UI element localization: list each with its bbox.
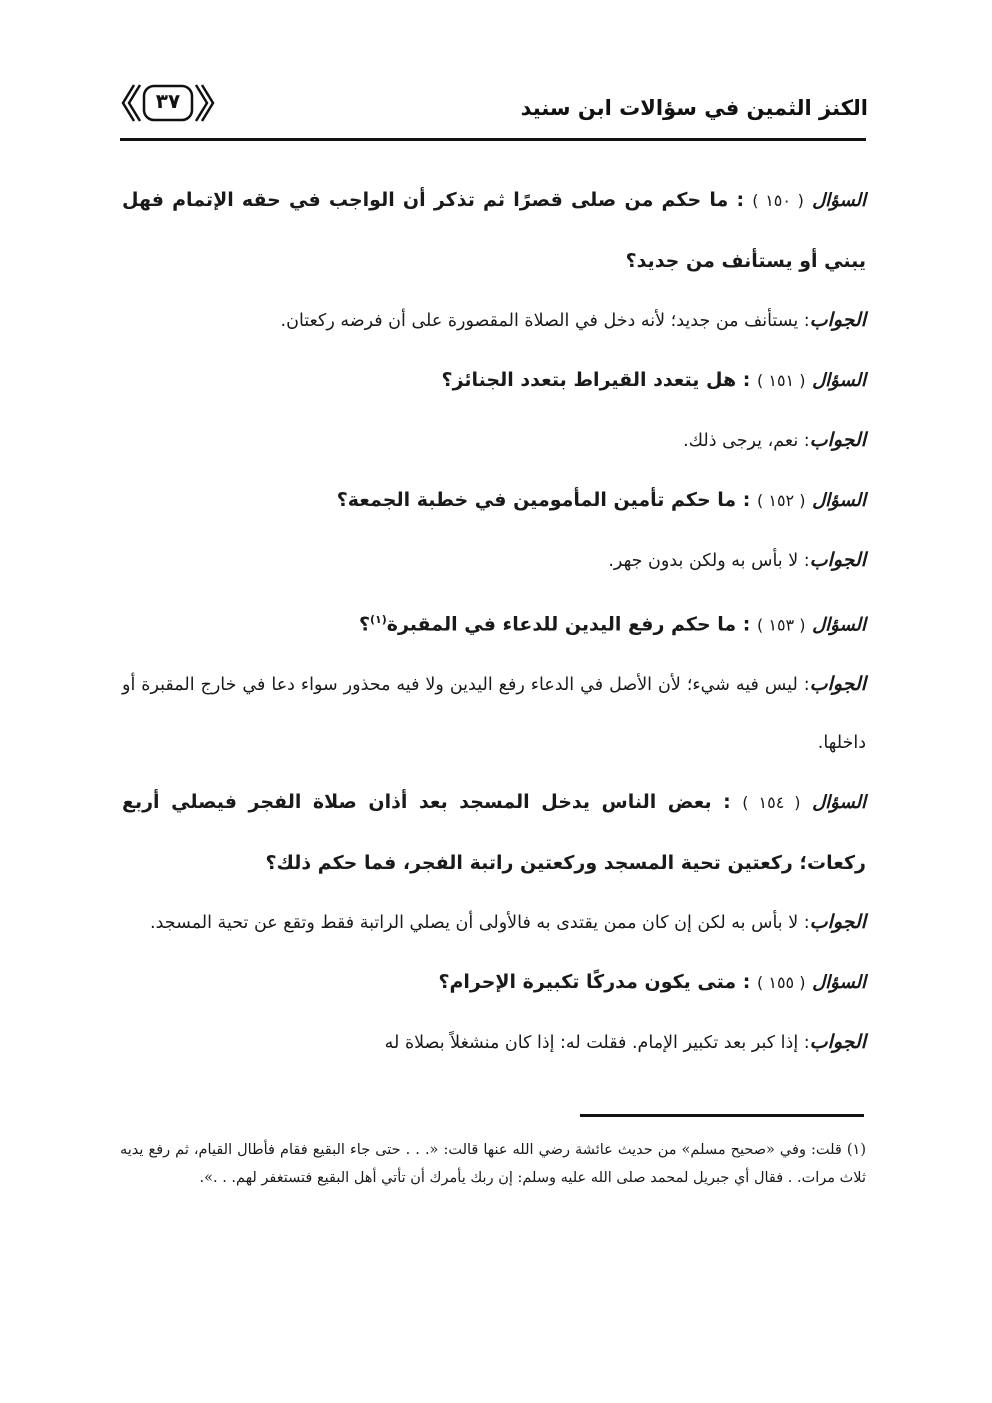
page-number: ٣٧: [155, 89, 181, 113]
answer-text: : ليس فيه شيء؛ لأن الأصل في الدعاء رفع اليدين ولا فيه محذور سواء دعا في خارج المقبرة أو داخلها.: [122, 675, 866, 754]
header-divider: [120, 138, 866, 141]
answer-text: : إذا كبر بعد تكبير الإمام. فقلت له: إذا كان منشغلاً بصلاة له: [384, 1033, 810, 1054]
question-text: : هل يتعدد القيراط بتعدد الجنائز؟: [441, 369, 751, 391]
answer-label: الجواب: [809, 549, 866, 571]
question-155: [122, 952, 866, 1013]
page-header: [120, 82, 868, 134]
answer-154: [122, 893, 866, 952]
question-number: ( ١٥٥ ): [757, 973, 806, 993]
answer-label: الجواب: [809, 911, 866, 934]
question-text: : ما حكم رفع اليدين للدعاء في المقبرة: [386, 613, 751, 636]
book-title: الكنز الثمين في سؤالات ابن سنيد: [520, 96, 868, 120]
question-text: : ما حكم من صلى قصرًا ثم تذكر أن الواجب في حقه الإتمام فهل يبني أو يستأنف من جديد؟: [122, 189, 866, 272]
footnote-marker: (١): [846, 1142, 866, 1158]
question-number: ( ١٥١ ): [757, 371, 806, 390]
question-label: السؤال: [812, 614, 866, 636]
question-label: السؤال: [812, 190, 867, 211]
question-number: ( ١٥٢ ): [757, 491, 806, 510]
answer-text: : نعم، يرجى ذلك.: [683, 431, 810, 451]
answer-text: : لا بأس به ولكن بدون جهر.: [608, 551, 810, 571]
footnote-divider: [580, 1114, 864, 1117]
answer-152: [122, 531, 866, 590]
question-number: ( ١٥٤ ): [742, 793, 801, 813]
question-text: : متى يكون مدركًا تكبيرة الإحرام؟: [438, 971, 751, 994]
answer-text: : يستأنف من جديد؛ لأنه دخل في الصلاة المقصورة على أن فرضه ركعتان.: [280, 311, 810, 331]
question-number: ( ١٥٣ ): [757, 615, 806, 635]
answer-label: الجواب: [809, 429, 866, 451]
answer-label: الجواب: [809, 673, 866, 696]
question-text-end: ؟: [358, 613, 370, 636]
question-151: [122, 350, 866, 411]
question-150: [122, 170, 866, 291]
question-label: السؤال: [812, 490, 866, 511]
answer-150: [122, 291, 866, 350]
answer-text: : لا بأس به لكن إن كان ممن يقتدى به فالأولى أن يصلي الراتبة فقط وتقع عن تحية المسجد.: [150, 913, 810, 934]
question-153: [122, 590, 866, 655]
question-154: [122, 772, 866, 893]
question-number: ( ١٥٠ ): [752, 191, 804, 210]
answer-153: [122, 655, 866, 772]
footnote-reference[interactable]: (١): [369, 613, 387, 626]
question-label: السؤال: [812, 370, 866, 391]
question-152: [122, 470, 866, 531]
page-number-frame: [120, 82, 216, 124]
footnote: [120, 1136, 866, 1192]
question-label: السؤال: [812, 972, 866, 994]
question-label: السؤال: [812, 792, 866, 814]
answer-155: [122, 1013, 866, 1072]
question-text: : بعض الناس يدخل المسجد بعد أذان صلاة الفجر فيصلي أربع ركعات؛ ركعتين تحية المسجد وركعتين راتبة الفجر، فما حكم ذلك؟: [122, 791, 866, 875]
answer-label: الجواب: [809, 1031, 866, 1054]
qa-content: [122, 170, 866, 1072]
question-text: : ما حكم تأمين المأمومين في خطبة الجمعة؟: [336, 489, 751, 511]
answer-label: الجواب: [809, 309, 866, 331]
answer-151: [122, 411, 866, 470]
footnote-text: قلت: وفي «صحيح مسلم» من حديث عائشة رضي الله عنها قالت: «. . . حتى جاء البقيع فقام فأطال القيام، ثم رفع يديه ثلاث مرات. . فقال أي جبريل لمحمد صلى الله عليه وسلم: إن ربك يأمرك أن تأتي أهل البقيع فتستغفر لهم. . .».: [120, 1142, 866, 1186]
